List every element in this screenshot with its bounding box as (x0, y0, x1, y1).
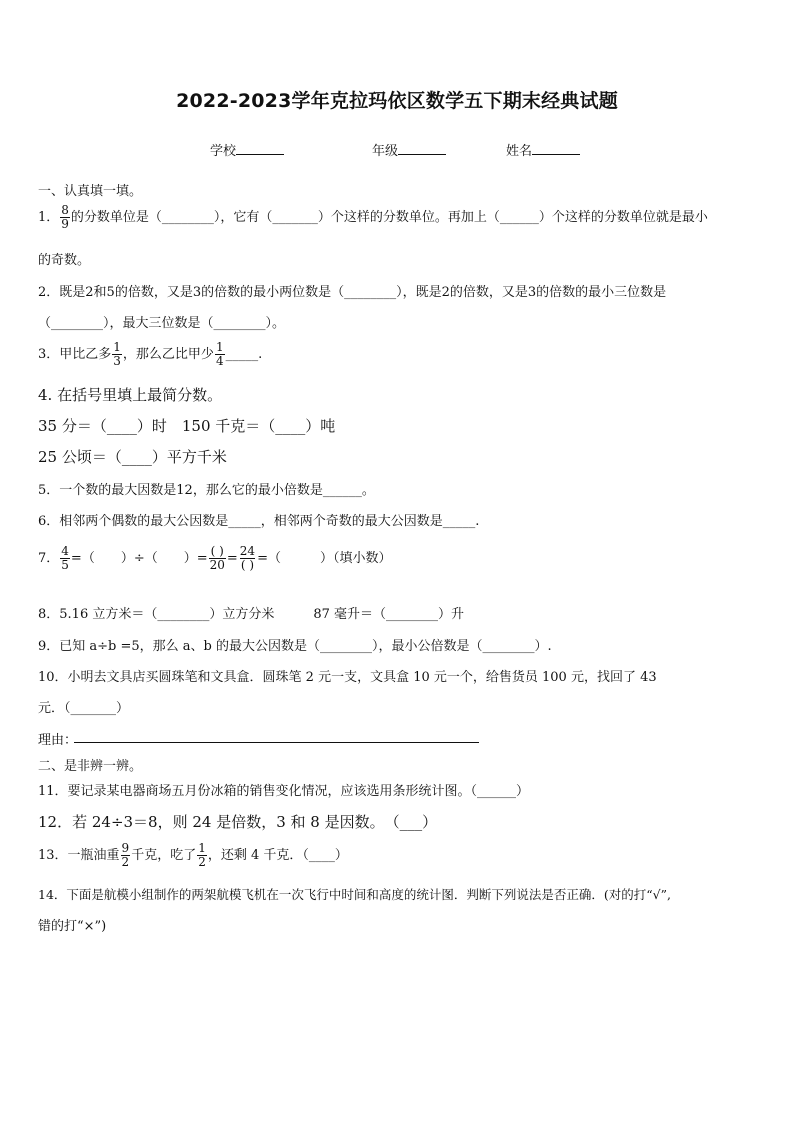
q7-f2-den: 20 (209, 558, 225, 572)
q7-post: =（ ）（填小数） (257, 551, 392, 566)
school-label: 学校 (210, 144, 237, 159)
q3-f1-num: 1 (113, 340, 121, 354)
q13-f1-num: 9 (121, 841, 130, 855)
question-6: 6．相邻两个偶数的最大公因数是_____，相邻两个奇数的最大公因数是_____. (38, 514, 480, 529)
q1-fraction (60, 204, 70, 231)
q13-f1-den: 2 (121, 855, 130, 869)
q1-frac-den: 9 (61, 217, 69, 231)
question-10-reason-label: 理由： (38, 733, 78, 748)
question-4: 4. 在括号里填上最简分数。 (38, 386, 223, 404)
name-label: 姓名 (506, 144, 533, 159)
q3-post: _____. (225, 347, 263, 362)
question-14-cont: 错的打“×”) (38, 919, 107, 934)
question-13 (38, 842, 348, 869)
reason-answer-line[interactable] (74, 742, 479, 743)
q13-fraction-1 (121, 842, 131, 869)
q13-pre: 13．一瓶油重 (38, 848, 120, 863)
question-11: 11．要记录某电器商场五月份冰箱的销售变化情况，应该选用条形统计图。（______） (38, 784, 530, 799)
q3-f2-num: 1 (215, 340, 224, 354)
question-14: 14．下面是航模小组制作的两架航模飞机在一次飞行中时间和高度的统计图．判断下列说法是否正确．(对的打“√”, (38, 887, 672, 902)
question-2: 2．既是2和5的倍数，又是3的倍数的最小两位数是（________），既是2的倍数，又是3的倍数的最小三位数是 (38, 285, 667, 300)
question-1-cont: 的奇数。 (38, 253, 91, 268)
q1-frac-num: 8 (61, 203, 69, 217)
question-5: 5．一个数的最大因数是12，那么它的最小倍数是______。 (38, 483, 375, 498)
q3-fraction-2 (215, 341, 225, 368)
question-8: 8．5.16 立方米＝（________）立方分米 87 毫升＝（________）升 (38, 607, 465, 622)
question-10: 10．小明去文具店买圆珠笔和文具盒．圆珠笔 2 元一支，文具盒 10 元一个，给售货员 100 元，找回了 43 (38, 670, 657, 685)
q3-mid: ，那么乙比甲少 (122, 347, 214, 362)
question-7 (38, 545, 391, 572)
grade-label: 年级 (372, 144, 399, 159)
question-2-cont: （________），最大三位数是（________）。 (38, 316, 286, 331)
question-12: 12．若 24÷3＝8，则 24 是倍数，3 和 8 是因数。 （___） (38, 813, 438, 831)
q7-number: 7． (38, 551, 60, 566)
question-9: 9．已知 a÷b =5，那么 a、b 的最大公因数是（________），最小公倍数是（________）. (38, 639, 552, 654)
q3-pre: 3．甲比乙多 (38, 347, 112, 362)
section-heading-2: 二、是非辨一辨。 (38, 759, 143, 774)
q7-eq: = (226, 551, 238, 566)
q7-f3-num: 24 (239, 544, 256, 558)
name-field[interactable] (506, 140, 580, 159)
student-info-row (0, 140, 794, 162)
q3-fraction-1 (112, 341, 122, 368)
page-title: 2022-2023学年克拉玛依区数学五下期末经典试题 (176, 90, 618, 112)
q7-f1-den: 5 (61, 558, 69, 572)
q7-mid: =（ ）÷（ ）= (70, 551, 208, 566)
q7-fraction-1 (60, 545, 70, 572)
question-4-line-3: 25 公顷＝（____）平方千米 (38, 448, 227, 466)
q1-text: 的分数单位是（________），它有（_______）个这样的分数单位。再加上（______）个这样的分数单位就是最小 (70, 210, 708, 225)
section-heading-1: 一、认真填一填。 (38, 184, 143, 199)
q3-f1-den: 3 (113, 354, 121, 368)
q13-post: ，还剩 4 千克．（____） (207, 848, 348, 863)
name-blank[interactable] (532, 142, 580, 155)
school-field[interactable] (210, 140, 284, 159)
q13-f2-den: 2 (198, 855, 206, 869)
q7-fraction-2 (209, 545, 226, 572)
question-3 (38, 341, 262, 368)
question-1 (38, 204, 708, 231)
q7-fraction-3 (239, 545, 256, 572)
q13-fraction-2 (197, 842, 207, 869)
q13-f2-num: 1 (198, 841, 206, 855)
q7-f2-num: ( ) (210, 544, 224, 558)
question-4-line-2: 35 分＝（____）时 150 千克＝（____）吨 (38, 417, 336, 435)
q13-mid: 千克，吃了 (131, 848, 197, 863)
q7-f1-num: 4 (61, 544, 69, 558)
q1-number: 1． (38, 210, 60, 225)
q7-f3-den: ( ) (240, 558, 255, 572)
school-blank[interactable] (236, 142, 284, 155)
grade-blank[interactable] (398, 142, 446, 155)
question-10-cont: 元．（_______） (38, 701, 130, 716)
grade-field[interactable] (372, 140, 446, 159)
q3-f2-den: 4 (215, 354, 224, 368)
